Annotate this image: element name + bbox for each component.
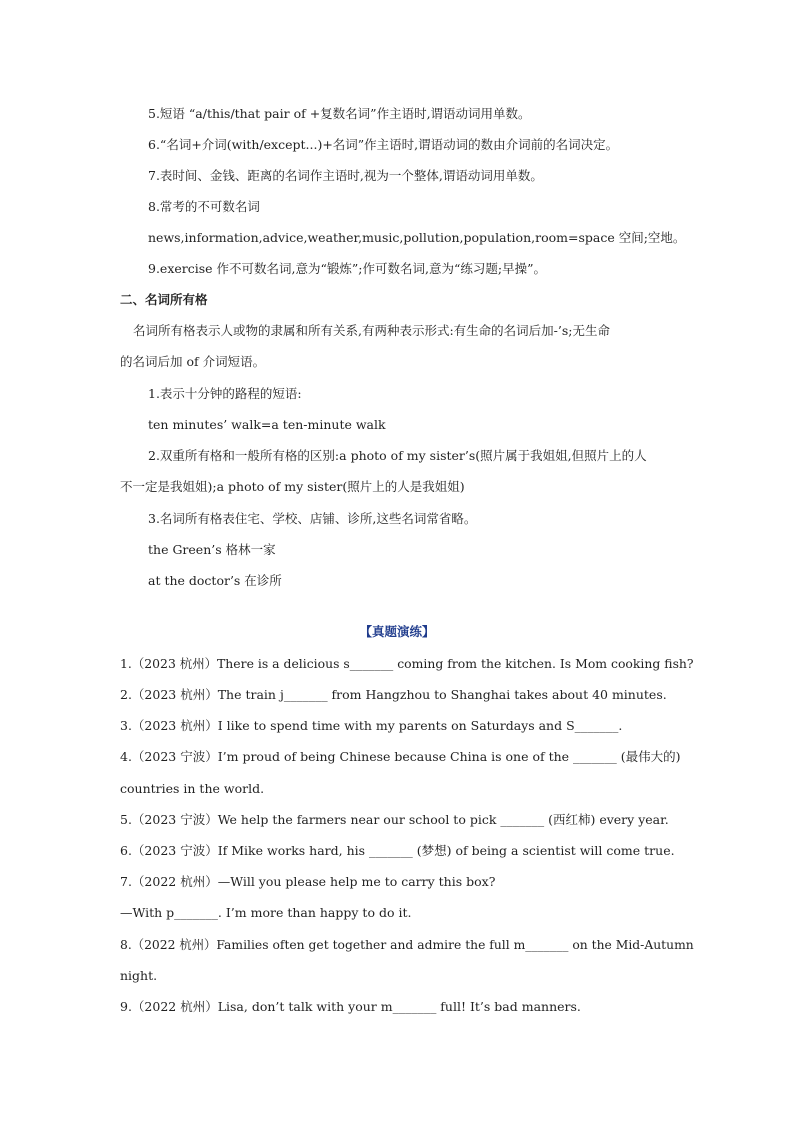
- note-item-7: 7.表时间、金钱、距离的名词作主语时,视为一个整体,谓语动词用单数。: [148, 168, 543, 183]
- exercise-question-3: 3.（2023 杭州）I like to spend time with my parents on Saturdays and S_______.: [120, 718, 623, 733]
- note-item-6: 6.“名词+介词(with/except...)+名词”作主语时,谓语动词的数由介词前的名词决定。: [148, 137, 619, 152]
- exercise-question-4-line-1: 4.（2023 宁波）I’m proud of being Chinese because China is one of the _______ (最伟大的): [120, 749, 681, 764]
- exercise-question-2: 2.（2023 杭州）The train j_______ from Hangzhou to Shanghai takes about 40 minutes.: [120, 687, 667, 702]
- exercise-question-8-line-2: night.: [120, 968, 158, 983]
- exercise-question-5: 5.（2023 宁波）We help the farmers near our school to pick _______ (西红柿) every year.: [120, 812, 669, 827]
- exercise-question-6: 6.（2023 宁波）If Mike works hard, his _______ (梦想) of being a scientist will come true.: [120, 843, 675, 858]
- possessive-item-3-example-1: the Green’s 格林一家: [148, 542, 276, 557]
- exercise-question-9: 9.（2022 杭州）Lisa, don’t talk with your m_______ full! It’s bad manners.: [120, 999, 581, 1014]
- note-item-8-list: news,information,advice,weather,music,pollution,population,room=space 空间;空地。: [148, 230, 686, 245]
- exercise-question-7-line-2: —With p_______. I’m more than happy to do it.: [120, 905, 412, 920]
- possessive-item-1-example: ten minutes’ walk=a ten-minute walk: [148, 417, 386, 432]
- possessive-item-2-line-2: 不一定是我姐姐);a photo of my sister(照片上的人是我姐姐): [120, 479, 465, 494]
- note-item-5: 5.短语 “a/this/that pair of +复数名词”作主语时,谓语动词用单数。: [148, 106, 531, 121]
- section-heading: 二、名词所有格: [120, 292, 208, 307]
- exercise-question-4-line-2: countries in the world.: [120, 781, 265, 796]
- possessive-item-1: 1.表示十分钟的路程的短语:: [148, 386, 302, 401]
- section-intro-line-2: 的名词后加 of 介词短语。: [120, 354, 266, 369]
- exercises-title: 【真题演练】: [359, 624, 435, 639]
- note-item-8: 8.常考的不可数名词: [148, 199, 260, 214]
- section-intro-line-1: 名词所有格表示人或物的隶属和所有关系,有两种表示形式:有生命的名词后加-’s;无生命: [133, 323, 611, 338]
- exercise-question-7-line-1: 7.（2022 杭州）—Will you please help me to carry this box?: [120, 874, 496, 889]
- note-item-9: 9.exercise 作不可数名词,意为“锻炼”;作可数名词,意为“练习题;早操”。: [148, 261, 546, 276]
- exercise-question-1: 1.（2023 杭州）There is a delicious s_______ coming from the kitchen. Is Mom cooking fish?: [120, 656, 694, 671]
- exercise-question-8-line-1: 8.（2022 杭州）Families often get together and admire the full m_______ on the Mid-Autumn: [120, 937, 694, 952]
- possessive-item-3: 3.名词所有格表住宅、学校、店铺、诊所,这些名词常省略。: [148, 511, 477, 526]
- possessive-item-2-line-1: 2.双重所有格和一般所有格的区别:a photo of my sister’s(照片属于我姐姐,但照片上的人: [148, 448, 647, 463]
- possessive-item-3-example-2: at the doctor’s 在诊所: [148, 573, 282, 588]
